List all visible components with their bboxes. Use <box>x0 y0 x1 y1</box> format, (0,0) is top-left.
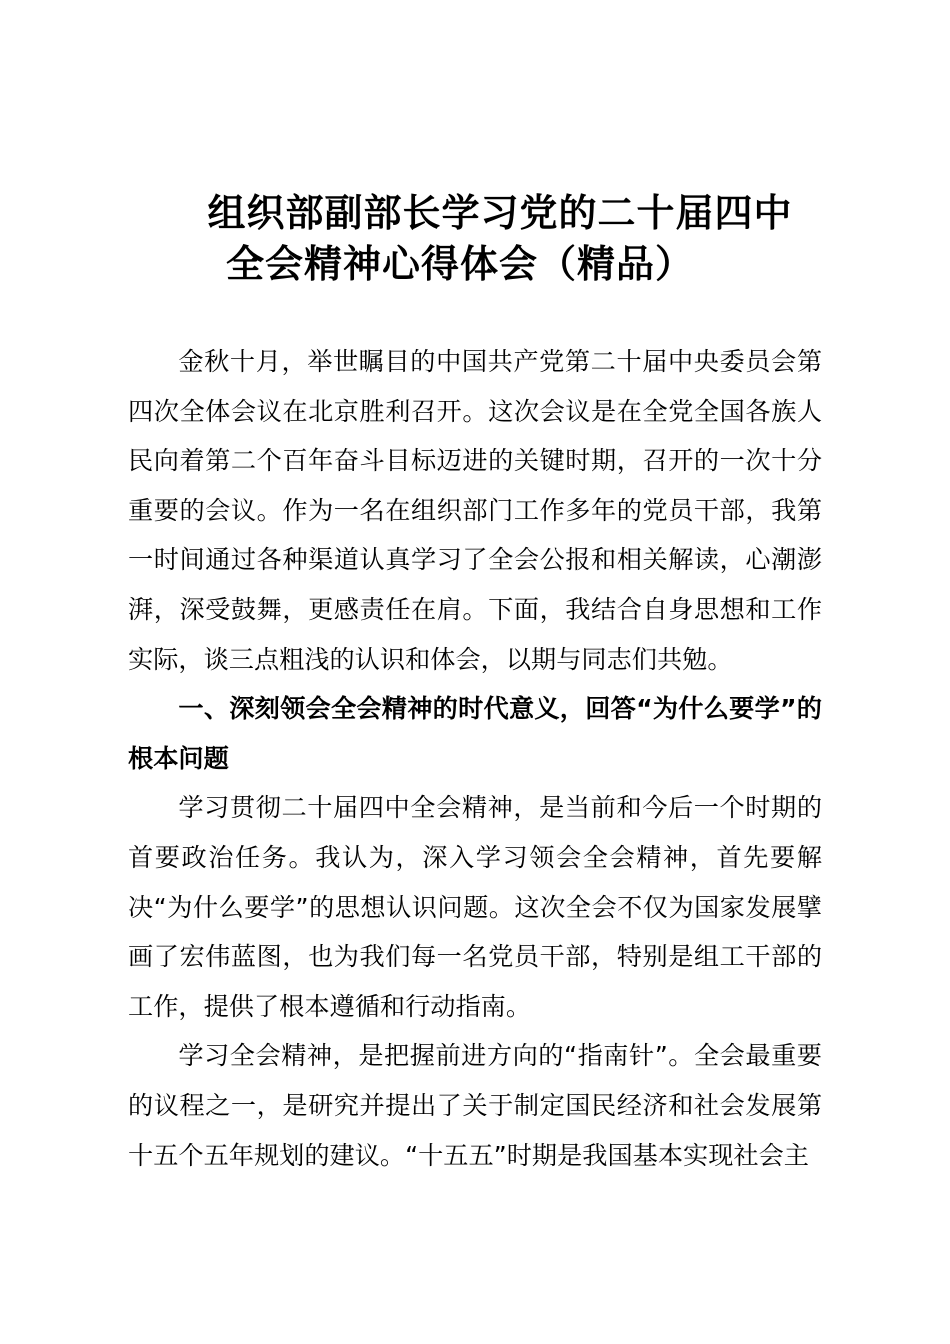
title-line-1: 组织部副部长学习党的二十届四中 <box>207 191 793 235</box>
paragraph-section-1-a: 学习贯彻二十届四中全会精神，是当前和今后一个时期的首要政治任务。我认为，深入学习领会全会精神，首先要解决“为什么要学”的思想认识问题。这次全会不仅为国家发展擘画了宏伟蓝图，也为我们每一名党员干部，特别是组工干部的工作，提供了根本遵循和行动指南。 <box>128 793 822 1021</box>
title-line-2: 全会精神心得体会（精品） <box>225 242 694 286</box>
document-body <box>128 337 822 1180</box>
paragraph-intro: 金秋十月，举世瞩目的中国共产党第二十届中央委员会第四次全体会议在北京胜利召开。这次会议是在全党全国各族人民向着第二个百年奋斗目标迈进的关键时期，召开的一次十分重要的会议。作为一名在组织部门工作多年的党员干部，我第一时间通过各种渠道认真学习了全会公报和相关解读，心潮澎湃，深受鼓舞，更感责任在肩。下面，我结合自身思想和工作实际，谈三点粗浅的认识和体会，以期与同志们共勉。 <box>128 347 822 674</box>
section-heading-1: 一、深刻领会全会精神的时代意义，回答“为什么要学”的根本问题 <box>128 694 822 773</box>
document-title <box>150 188 850 290</box>
paragraph-section-1-b: 学习全会精神，是把握前进方向的“指南针”。全会最重要的议程之一，是研究并提出了关于制定国民经济和社会发展第十五个五年规划的建议。“十五五”时期是我国基本实现社会主 <box>128 1041 822 1170</box>
